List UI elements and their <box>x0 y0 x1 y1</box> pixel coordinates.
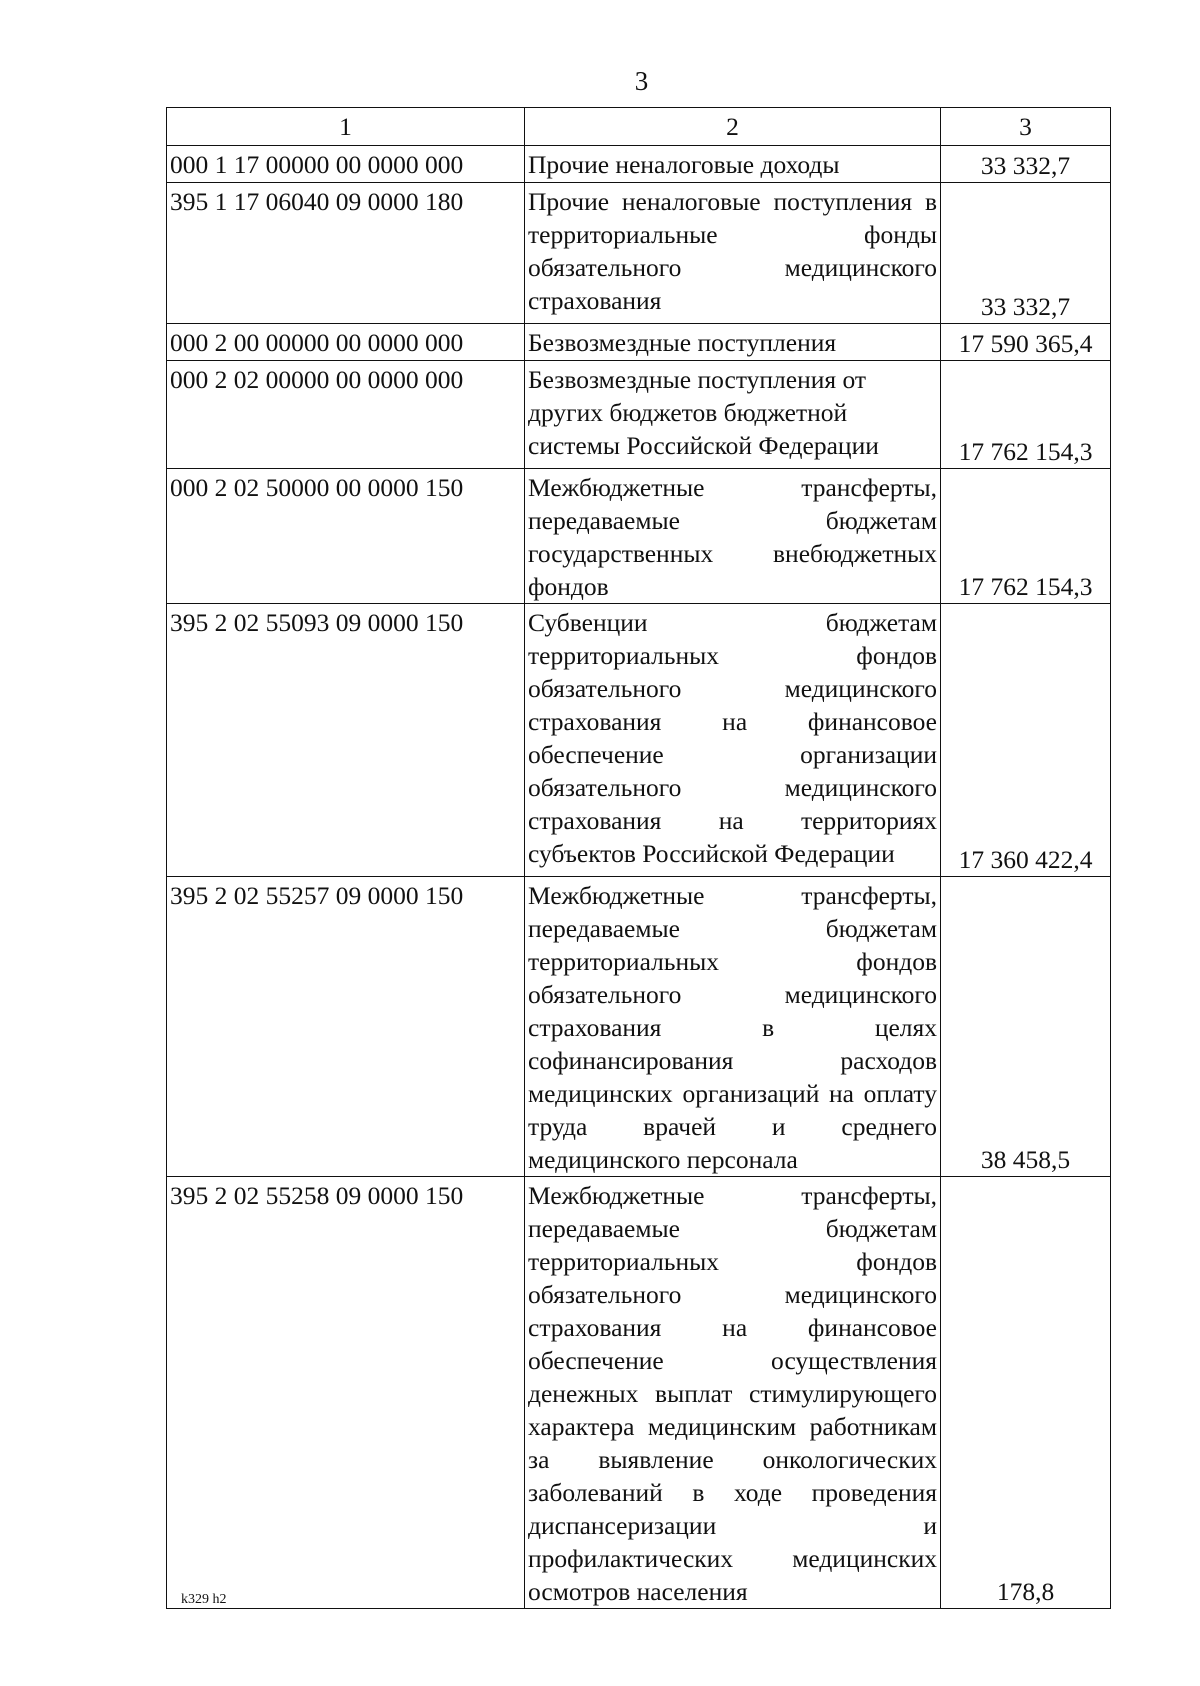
row-amount: 178,8 <box>941 1177 1111 1609</box>
table-header-row <box>167 108 1111 146</box>
row-code: 395 2 02 55258 09 0000 150 <box>167 1177 525 1609</box>
column-header-code: 1 <box>167 108 525 146</box>
row-name: Субвенции бюджетам территориальных фондов обязательного медицинского страхования на финансовое обеспечение организации обязательного медицинского страхования на территориях субъектов Российской Федерации <box>525 604 941 877</box>
row-amount: 17 762 154,3 <box>941 469 1111 604</box>
table-row <box>167 469 1111 604</box>
row-amount: 17 360 422,4 <box>941 604 1111 877</box>
row-code: 395 1 17 06040 09 0000 180 <box>167 183 525 324</box>
row-code: 395 2 02 55257 09 0000 150 <box>167 877 525 1177</box>
table-row <box>167 604 1111 877</box>
column-header-name: 2 <box>525 108 941 146</box>
column-header-amount: 3 <box>941 108 1111 146</box>
page-number: 3 <box>634 66 649 96</box>
row-code: 000 2 02 00000 00 0000 000 <box>167 361 525 469</box>
table-row <box>167 361 1111 469</box>
row-amount: 38 458,5 <box>941 877 1111 1177</box>
row-amount: 33 332,7 <box>941 146 1111 183</box>
table-row <box>167 146 1111 183</box>
revenue-table <box>166 107 1111 1609</box>
row-amount: 17 762 154,3 <box>941 361 1111 469</box>
row-name: Прочие неналоговые доходы <box>525 146 941 183</box>
row-name: Межбюджетные трансферты, передаваемые бюджетам государственных внебюджетных фондов <box>525 469 941 604</box>
row-name: Безвозмездные поступления <box>525 324 941 361</box>
row-amount: 33 332,7 <box>941 183 1111 324</box>
footer-document-code: k329 h2 <box>181 1592 227 1607</box>
table-row <box>167 183 1111 324</box>
row-code: 395 2 02 55093 09 0000 150 <box>167 604 525 877</box>
row-name: Безвозмездные поступления от других бюджетов бюджетной системы Российской Федерации <box>525 361 941 469</box>
row-amount: 17 590 365,4 <box>941 324 1111 361</box>
table-row <box>167 1177 1111 1609</box>
row-name: Прочие неналоговые поступления в территориальные фонды обязательного медицинского страхования <box>525 183 941 324</box>
table-row <box>167 324 1111 361</box>
row-code: 000 2 02 50000 00 0000 150 <box>167 469 525 604</box>
row-name: Межбюджетные трансферты, передаваемые бюджетам территориальных фондов обязательного медицинского страхования на финансовое обеспечение осуществления денежных выплат стимулирующего характера медицинским работникам за выявление онкологических заболеваний в ходе проведения диспансеризации и профилактических медицинских осмотров населения <box>525 1177 941 1609</box>
table-row <box>167 877 1111 1177</box>
row-name: Межбюджетные трансферты, передаваемые бюджетам территориальных фондов обязательного медицинского страхования в целях софинансирования расходов медицинских организаций на оплату труда врачей и среднего медицинского персонала <box>525 877 941 1177</box>
row-code: 000 1 17 00000 00 0000 000 <box>167 146 525 183</box>
row-code: 000 2 00 00000 00 0000 000 <box>167 324 525 361</box>
